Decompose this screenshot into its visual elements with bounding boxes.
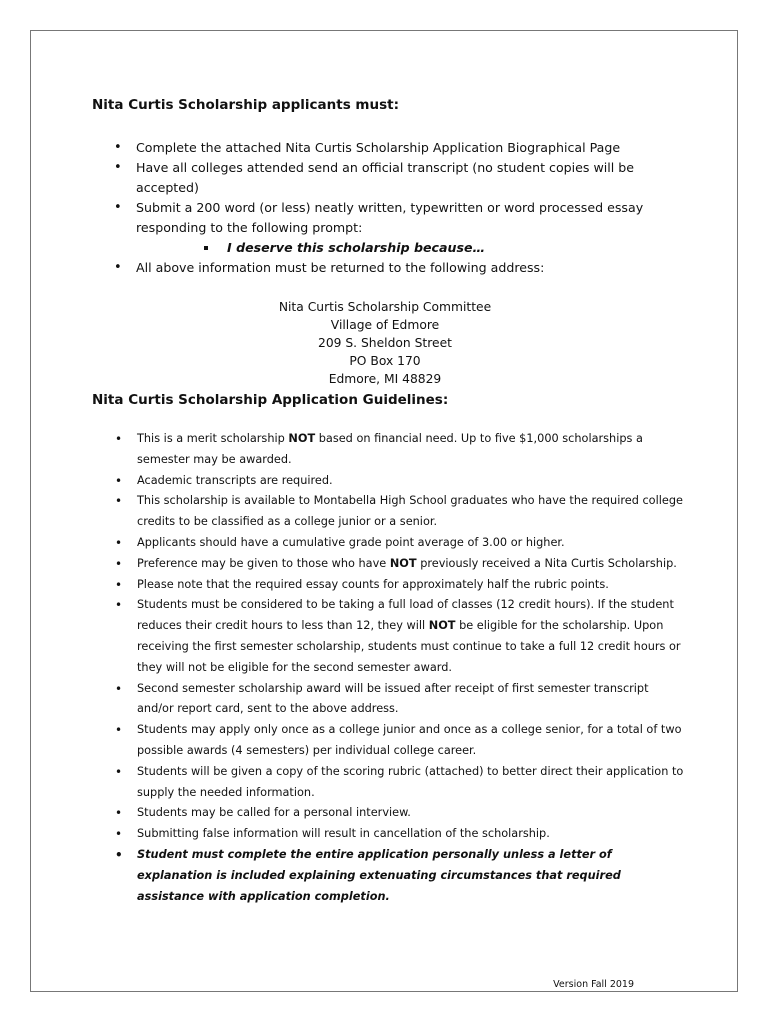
text: based on financial need. Up to five $1,000 scholarships a semester may be awarded.: [137, 432, 643, 466]
list-item: [137, 554, 685, 575]
list-item: • Students may be called for a personal interview.: [137, 803, 685, 824]
requirements-list: [136, 138, 676, 278]
guidelines-list: [137, 429, 685, 907]
emphasis-text: NOT: [288, 432, 316, 445]
emphasis-text: NOT: [389, 556, 417, 570]
mailing-address: [0, 298, 770, 388]
list-item: • Student must complete the entire application personally unless a letter of explanation is included explaining extenuating circumstances that required assistance with application completion.: [137, 845, 685, 907]
text: This is a merit scholarship: [137, 432, 289, 445]
list-item: • Complete the attached Nita Curtis Scholarship Application Biographical Page: [136, 138, 676, 158]
list-item: • This scholarship is available to Montabella High School graduates who have the required college credits to be classified as a college junior or a senior.: [137, 491, 685, 533]
version-label: Version Fall 2019: [553, 979, 634, 990]
text: Students must be considered to be taking a full load of classes (12 credit hours). If the student reduces their credit hours to less than 12, they will: [137, 598, 674, 633]
list-item: • Have all colleges attended send an official transcript (no student copies will be accepted): [136, 158, 676, 198]
guidelines-heading: Nita Curtis Scholarship Application Guidelines:: [92, 392, 449, 408]
list-item: • Academic transcripts are required.: [137, 471, 685, 492]
list-item: [137, 429, 685, 471]
list-item: • Second semester scholarship award will be issued after receipt of first semester transcript and/or report card, sent to the above address.: [137, 679, 685, 721]
address-line: Village of Edmore: [330, 318, 440, 332]
list-item: • Submit a 200 word (or less) neatly written, typewritten or word processed essay responding to the following prompt:: [136, 198, 676, 238]
text: previously received a Nita Curtis Scholarship.: [416, 556, 677, 570]
applicants-must-heading: Nita Curtis Scholarship applicants must:: [92, 97, 399, 113]
list-item: • All above information must be returned to the following address:: [136, 258, 676, 278]
text: be eligible for the scholarship. Upon receiving the first semester scholarship, students must continue to take a full 12 credit hours or they will not be eligible for the second semester award.: [137, 619, 681, 674]
list-item: • Students will be given a copy of the scoring rubric (attached) to better direct their application to supply the needed information.: [137, 762, 685, 804]
list-item: • Applicants should have a cumulative grade point average of 3.00 or higher.: [137, 533, 685, 554]
list-item: • Please note that the required essay counts for approximately half the rubric points.: [137, 575, 685, 596]
list-item: • Students may apply only once as a college junior and once as a college senior, for a total of two possible awards (4 semesters) per individual college career.: [137, 720, 685, 762]
address-line: 209 S. Sheldon Street: [318, 336, 452, 350]
emphasis-text: NOT: [428, 619, 456, 633]
list-item: • Submitting false information will result in cancellation of the scholarship.: [137, 824, 685, 845]
address-line: Nita Curtis Scholarship Committee: [278, 300, 492, 314]
essay-prompt: I deserve this scholarship because…: [136, 238, 676, 258]
address-line: PO Box 170: [349, 354, 421, 368]
text: Preference may be given to those who have: [137, 556, 390, 570]
list-item: [137, 595, 685, 678]
address-line: Edmore, MI 48829: [328, 372, 442, 386]
